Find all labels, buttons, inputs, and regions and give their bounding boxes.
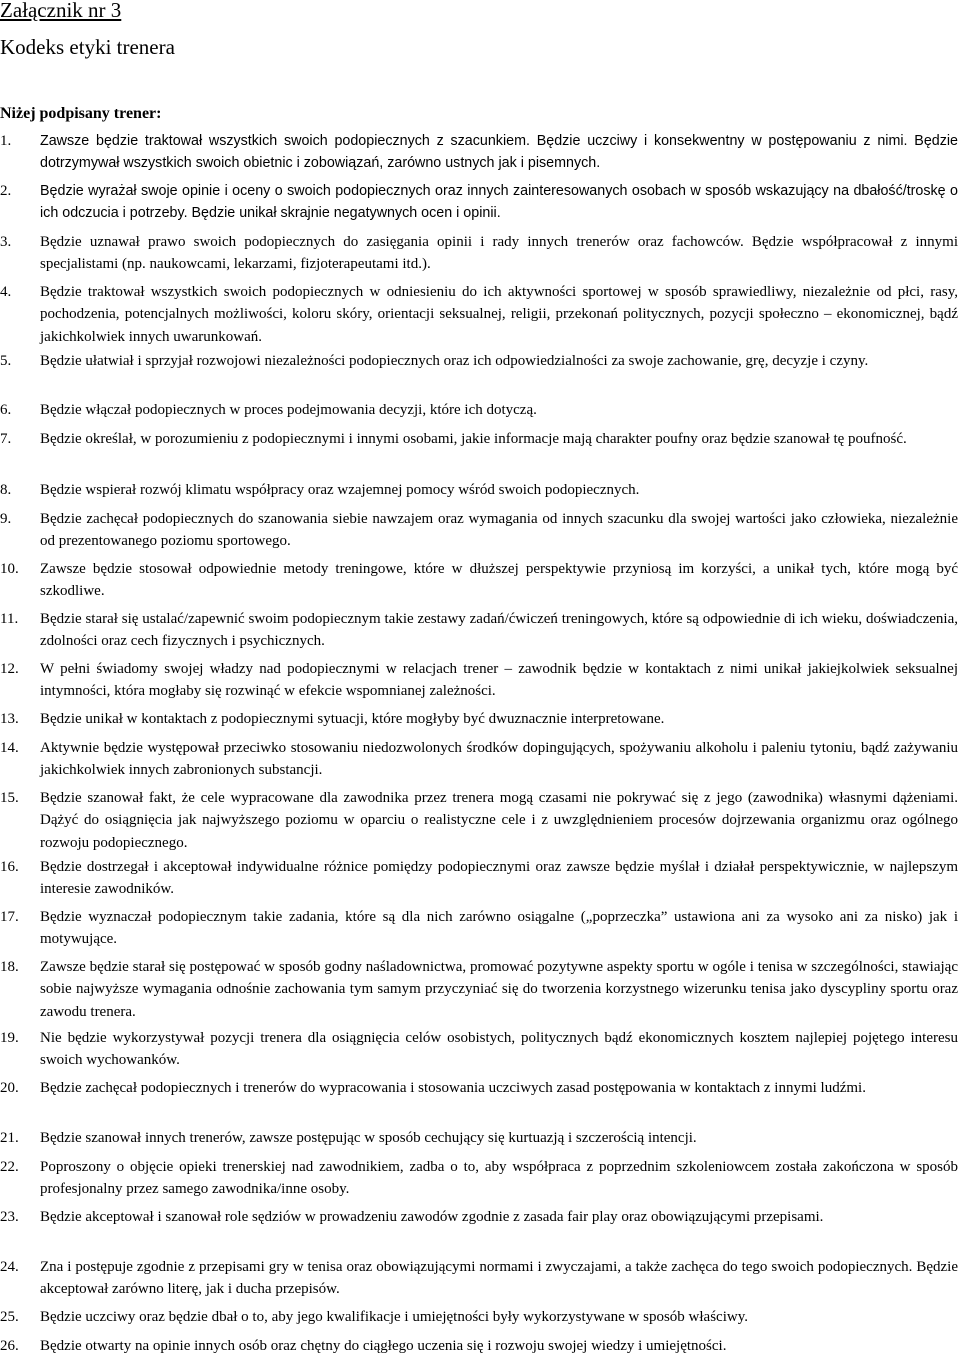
item-number: 13. — [0, 711, 19, 727]
item-text: Będzie uczciwy oraz będzie dbał o to, aby jego kwalifikacje i umiejętności były wykorzystywane w sposób właściwy. — [40, 1309, 748, 1325]
list-item — [0, 1077, 958, 1099]
item-number: 6. — [0, 402, 12, 418]
item-number: 18. — [0, 959, 19, 975]
item-number: 2. — [0, 183, 12, 199]
list-item — [0, 231, 958, 276]
list-item — [0, 281, 958, 348]
item-number: 17. — [0, 909, 19, 925]
item-number: 3. — [0, 234, 12, 250]
item-text: Aktywnie będzie występował przeciwko stosowaniu niedozwolonych środków dopingujących, spożywaniu alkoholu i paleniu tytoniu, bądź zażywaniu jakichkolwiek innych zabronionych substancji. — [40, 740, 958, 779]
item-text: Będzie wyrażał swoje opinie i oceny o swoich podopiecznych oraz innych zainteresowanych osobach w sposób wskazujący na dbałość/troskę o ich odczucia i potrzeby. Będzie unikał skrajnie negatywnych ocen i opinii. — [40, 183, 958, 222]
item-number: 25. — [0, 1309, 19, 1325]
item-text: Będzie otwarty na opinie innych osób oraz chętny do ciągłego uczenia się i rozwoju swojej wiedzy i umiejętności. — [40, 1338, 727, 1354]
item-number: 15. — [0, 790, 19, 806]
list-item — [0, 1306, 958, 1328]
list-item — [0, 1127, 958, 1149]
item-text: Będzie szanował fakt, że cele wypracowane dla zawodnika przez trenera mogą czasami nie pokrywać się z jego (zawodnika) własnymi dążeniami. Dążyć do osiągnięcia jak najwyższego poziomu w oparciu o realistyczne cele i z uwzględnieniem procesów dojrzewania organizmu oraz ogólnego rozwoju podopiecznego. — [40, 790, 958, 851]
list-item — [0, 1256, 958, 1301]
list-item — [0, 856, 958, 901]
attachment-label: Załącznik nr 3 — [0, 0, 122, 22]
item-number: 20. — [0, 1080, 19, 1096]
item-number: 7. — [0, 431, 12, 447]
item-number: 24. — [0, 1259, 19, 1275]
list-item — [0, 479, 958, 501]
list-item — [0, 399, 958, 421]
item-text: Będzie włączał podopiecznych w proces podejmowania decyzji, które ich dotyczą. — [40, 402, 537, 418]
item-text: Zawsze będzie stosował odpowiednie metody treningowe, które w dłuższej perspektywie przyniosą im korzyści, a unikał tych, które mogą być szkodliwe. — [40, 561, 958, 600]
item-number: 12. — [0, 661, 19, 677]
list-item — [0, 737, 958, 782]
item-text: Będzie ułatwiał i sprzyjał rozwojowi niezależności podopiecznych oraz ich odpowiedzialności za swoje zachowanie, grę, decyzje i czyny. — [40, 353, 869, 369]
item-number: 26. — [0, 1338, 19, 1354]
item-text: Będzie szanował innych trenerów, zawsze postępując w sposób cechujący się kurtuazją i szczerością intencji. — [40, 1130, 697, 1146]
item-text: Nie będzie wykorzystywał pozycji trenera dla osiągnięcia celów osobistych, politycznych bądź ekonomicznych kosztem najlepiej pojętego interesu swoich wychowanków. — [40, 1030, 958, 1069]
list-item — [0, 787, 958, 854]
item-text: Będzie zachęcał podopiecznych i trenerów do wypracowania i stosowania uczciwych zasad postępowania w kontaktach z innymi ludźmi. — [40, 1080, 866, 1096]
list-item — [0, 658, 958, 703]
item-text: Będzie dostrzegał i akceptował indywidualne różnice pomiędzy podopiecznymi oraz zawsze będzie myślał i działał perspektywicznie, w najlepszym interesie zawodników. — [40, 859, 958, 898]
item-text: Będzie starał się ustalać/zapewnić swoim podopiecznym takie zestawy zadań/ćwiczeń treningowych, które są odpowiednie di ich wieku, doświadczenia, zdolności oraz cech fizycznych i psychicznych. — [40, 611, 958, 650]
list-item — [0, 956, 958, 1023]
item-text: Zawsze będzie traktował wszystkich swoich podopiecznych z szacunkiem. Będzie uczciwy i konsekwentny w postępowaniu z nimi. Będzie dotrzymywał wszystkich swoich obietnic i zobowiązań, zarówno ustnych jak i pisemnych. — [40, 133, 958, 172]
list-item — [0, 708, 958, 730]
item-number: 11. — [0, 611, 19, 627]
item-text: W pełni świadomy swojej władzy nad podopiecznymi w relacjach trener – zawodnik będzie w kontaktach z nimi unikał jakiejkolwiek seksualnej intymności, która mogłaby się rozwinąć w efekcie wspomnianej zależności. — [40, 661, 958, 700]
item-number: 5. — [0, 353, 12, 369]
list-item — [0, 428, 958, 450]
item-number: 10. — [0, 561, 19, 577]
item-number: 23. — [0, 1209, 19, 1225]
item-text: Będzie wspierał rozwój klimatu współpracy oraz wzajemnej pomocy wśród swoich podopiecznych. — [40, 482, 640, 498]
item-text: Zna i postępuje zgodnie z przepisami gry w tenisa oraz obowiązującymi normami i zwyczajami, a także zachęca do tego swoich podopiecznych. Będzie akceptował zarówno literę, jak i ducha przepisów. — [40, 1259, 958, 1298]
item-number: 16. — [0, 859, 19, 875]
list-item — [0, 1335, 958, 1357]
item-number: 22. — [0, 1159, 19, 1175]
item-text: Będzie uznawał prawo swoich podopiecznych do zasięgania opinii i rady innych trenerów oraz fachowców. Będzie współpracował z innymi specjalistami (np. naukowcami, lekarzami, fizjoterapeutami itd.). — [40, 234, 958, 273]
item-text: Będzie zachęcał podopiecznych do szanowania siebie nawzajem oraz wymagania od innych szacunku dla swojej wartości jako człowieka, niezależnie od prezentowanego poziomu sportowego. — [40, 511, 958, 550]
list-item — [0, 1206, 958, 1228]
list-item — [0, 508, 958, 553]
list-item — [0, 1027, 958, 1072]
item-text: Będzie określał, w porozumieniu z podopiecznymi i innymi osobami, jakie informacje mają charakter poufny oraz będzie szanował tę poufność. — [40, 431, 907, 447]
list-item — [0, 608, 958, 653]
item-text: Będzie akceptował i szanował role sędziów w prowadzeniu zawodów zgodnie z zasada fair play oraz obowiązującymi przepisami. — [40, 1209, 824, 1225]
item-number: 21. — [0, 1130, 19, 1146]
list-item — [0, 180, 958, 225]
item-text: Będzie unikał w kontaktach z podopiecznymi sytuacji, które mogłyby być dwuznacznie interpretowane. — [40, 711, 665, 727]
list-item — [0, 350, 958, 372]
item-number: 1. — [0, 133, 12, 149]
item-number: 19. — [0, 1030, 19, 1046]
list-item — [0, 906, 958, 951]
item-number: 9. — [0, 511, 12, 527]
item-number: 4. — [0, 284, 12, 300]
list-item — [0, 1156, 958, 1201]
intro-heading: Niżej podpisany trener: — [0, 105, 162, 122]
item-number: 14. — [0, 740, 19, 756]
item-number: 8. — [0, 482, 12, 498]
item-text: Będzie traktował wszystkich swoich podopiecznych w odniesieniu do ich aktywności sportowej w sposób sprawiedliwy, niezależnie od płci, rasy, pochodzenia, potencjalnych możliwości, koloru skóry, orientacji seksualnej, religii, przekonań politycznych, pozycji społeczno – ekonomicznej, bądź jakichkolwiek innych uwarunkowań. — [40, 284, 958, 345]
list-item — [0, 130, 958, 175]
page-title: Kodeks etyki trenera — [0, 35, 175, 59]
item-text: Zawsze będzie starał się postępować w sposób godny naśladownictwa, promować pozytywne aspekty sportu w ogóle i tenisa w szczególności, stawiając sobie najwyższe wymagania odnośnie zachowania tym samym przyczyniać się do tworzenia korzystnego wizerunku tenisa jako dyscypliny sportu oraz zawodu trenera. — [40, 959, 958, 1020]
item-text: Poproszony o objęcie opieki trenerskiej nad zawodnikiem, zadba o to, aby współpraca z poprzednim szkoleniowcem została zakończona w sposób profesjonalny przez samego zawodnika/inne osoby. — [40, 1159, 958, 1198]
item-text: Będzie wyznaczał podopiecznym takie zadania, które są dla nich zarówno osiągalne („poprzeczka” ustawiona ani za wysoko ani za nisko) jak i motywujące. — [40, 909, 958, 948]
list-item — [0, 558, 958, 603]
